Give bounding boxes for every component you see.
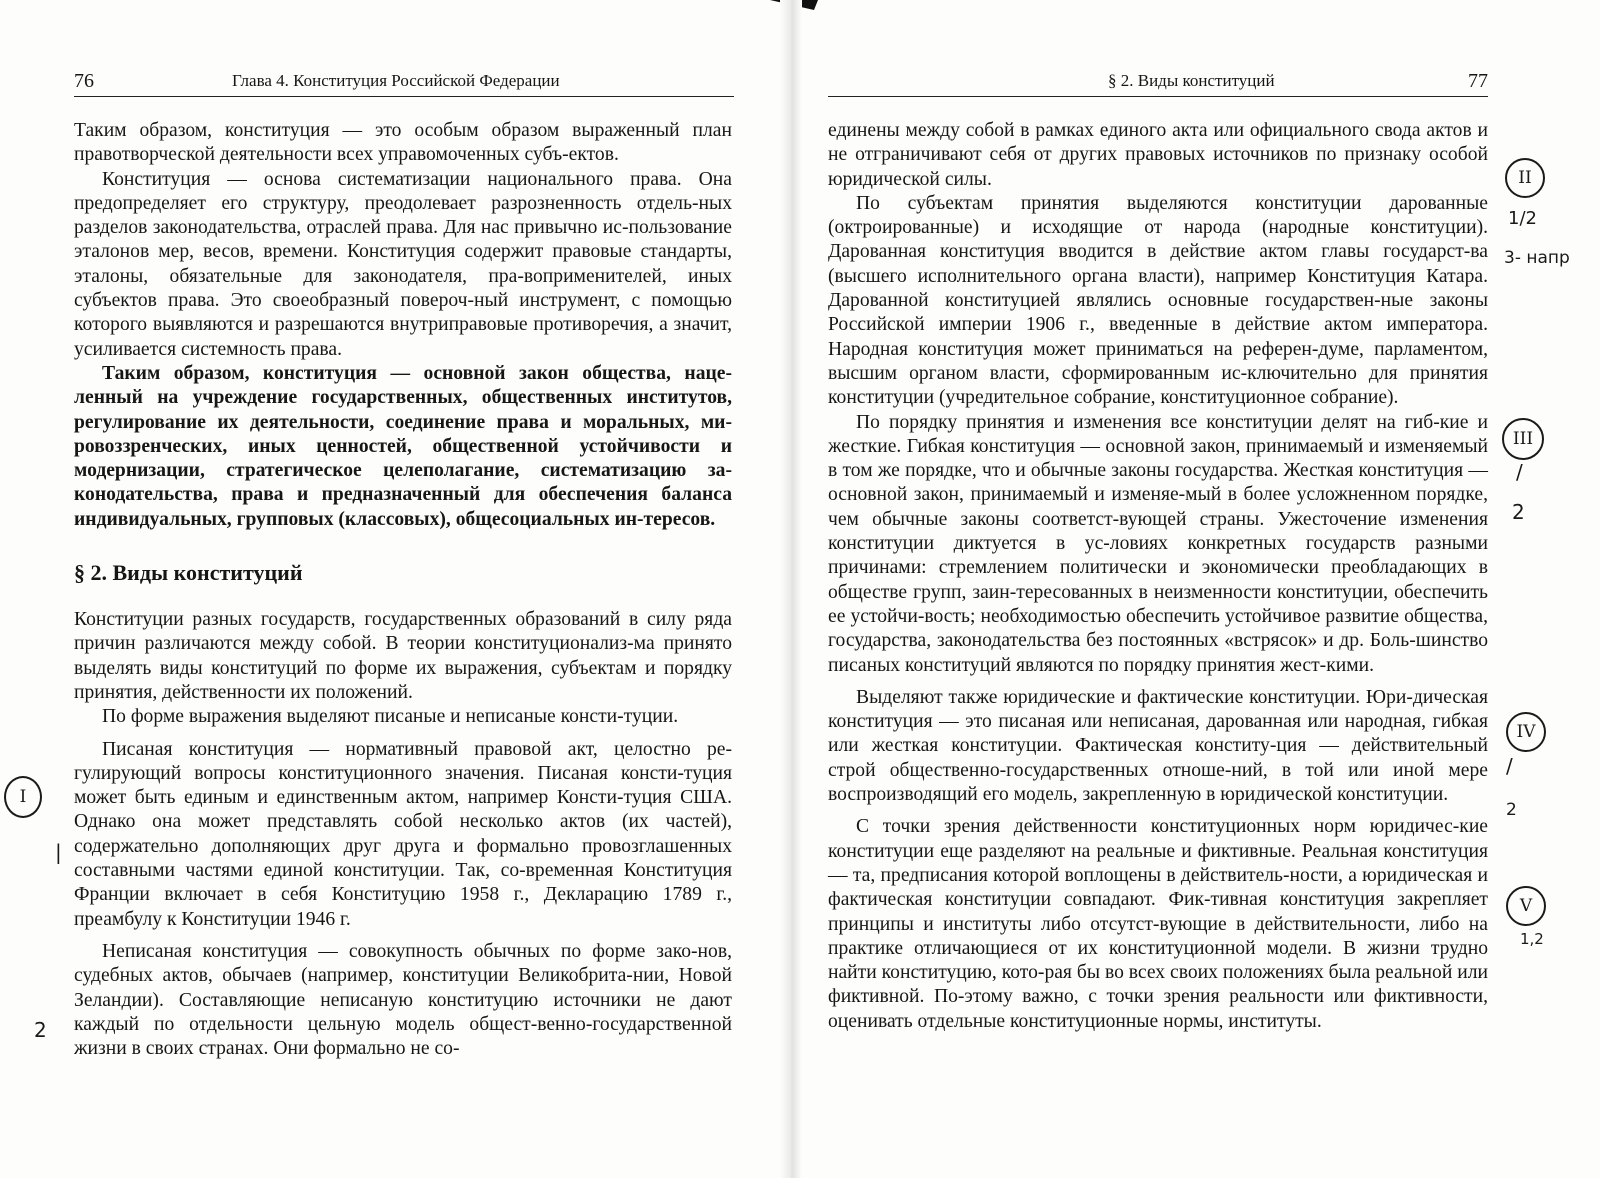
left-header-rule xyxy=(74,96,734,97)
paragraph: С точки зрения действенности конституционных норм юридичес-кие конституции еще разделяют на реальные и фиктивные. Реальная конституция — та, предписания которой воплощены в действитель-ности, а юридическая и фактическая конституции совпадают. Фик-тивная конституция закрепляет принципы и институты либо отсутст-вующие в действительности, либо на практике отличающиеся от их конституционной модели. В жизни трудно найти конституцию, кото-рая бы во всех своих положениях была реальной или фиктивной. По-этому важно, с точки зрения реальности или фиктивности, оценивать отдельные конституционные нормы, институты. xyxy=(828,816,1488,1032)
margin-mark: 3- напр xyxy=(1504,248,1570,268)
margin-mark: | xyxy=(55,840,62,864)
paragraph: По порядку принятия и изменения все конституции делят на гиб-кие и жесткие. Гибкая конституция — основной закон, принимаемый и изменяемый в том же порядке, что и обычные законы государства. Жесткая конституция — основной закон, принимаемый и изменяе-мый в более усложненном порядке, чем обычные законы соответст-вующей страны. Ужесточение изменения конституции диктуется в ус-ловиях конкретных государств разными причинами: стремлением политически и экономически преобладающих в обществе групп, заин-тересованных в неизменности конституции, обеспечить ее устойчи-вость; необходимостью обеспечить устойчивое развитие общества, государства, законодательства без постоянных «встрясок» и др. Боль-шинство писаных конституций являются по порядку принятия жест-кими. xyxy=(828,411,1488,676)
paragraph: По субъектам принятия выделяются конституции дарованные (октроированные) и исходящие от народа (народные конституции). Дарованная конституция вводится в действие актом главы государст-ва (высшего исполнительного органа власти), например Конституция Катара. Дарованной конституцией являлись основные государствен-ные законы Российской империи 1906 г., введенные в действие актом императора. Народная конституция может приниматься на референ-думе, парламентом, высшим органом власти, сформированным ис-ключительно для принятия конституции (учредительное собрание, конституционное собрание). xyxy=(828,192,1488,409)
margin-mark: / xyxy=(1506,754,1513,778)
left-running-head xyxy=(74,68,734,94)
right-page-number: 77 xyxy=(1468,70,1488,92)
section-running-title: § 2. Виды конституций xyxy=(1108,71,1275,90)
margin-mark: 2 xyxy=(34,1018,47,1042)
paragraph: Выделяют также юридические и фактические конституции. Юри-дическая конституция — это писаная или неписаная, дарованная или народная, гибкая или жесткая конституции. Фактическая конститу-ция — действительный строй общественно-государственных отноше-ний, в той или иной мере воспроизводящий его модель, закрепленную в юридической конституции. xyxy=(828,686,1488,806)
left-body-text xyxy=(74,119,732,1061)
margin-mark: 2 xyxy=(1512,500,1525,524)
paragraph-definition: Таким образом, конституция — основной закон общества, наце-ленный на учреждение государственных, общественных институтов, регулирование их деятельности, соединение права и моральных, ми-ровоззренческих, иных ценностей, общественной устойчивости и модернизации, стратегическое целеполагание, систематизацию за-конодательства, права и предназначенный для обеспечения баланса индивидуальных, групповых (классовых), общесоциальных ин-тересов. xyxy=(74,362,732,530)
paragraph: единены между собой в рамках единого акта или официального свода актов и не отграничивают себя от других правовых источников по признаку особой юридической силы. xyxy=(828,120,1488,190)
margin-mark: / xyxy=(1516,460,1523,484)
section-heading: § 2. Виды конституций xyxy=(74,560,303,586)
paragraph: По форме выражения выделяют писаные и неписаные консти-туции. xyxy=(102,706,679,728)
paragraph: Конституции разных государств, государственных образований в силу ряда причин различаются между собой. В теории конституционализ-ма принято выделять виды конституций по форме их выражения, субъектам и порядку принятия, действенности их положений. xyxy=(74,609,732,703)
right-running-head xyxy=(828,68,1488,94)
margin-mark: 1/2 xyxy=(1508,208,1537,229)
margin-mark: 1,2 xyxy=(1520,930,1544,948)
paragraph: Неписаная конституция — совокупность обычных по форме зако-нов, судебных актов, обычаев (например, конституции Великобрита-нии, Новой Зеландии). Составляющие неписаную конституцию источники не дают каждый по отдельности цельную модель общест-венно-государственной жизни в своих странах. Они формально не со- xyxy=(74,940,732,1060)
margin-circle-mark: III xyxy=(1502,418,1544,460)
paragraph: Таким образом, конституция — это особым образом выраженный план правотворческой деятельности всех управомоченных субъ-ектов. xyxy=(74,120,732,166)
left-page xyxy=(0,0,790,1178)
margin-circle-mark: I xyxy=(4,776,42,818)
chapter-title: Глава 4. Конституция Российской Федерации xyxy=(232,71,560,90)
right-body-text xyxy=(828,119,1488,1034)
paragraph: Конституция — основа систематизации национального права. Она предопределяет его структуру, преодолевает разрозненность отдель-ных разделов законодательства, отраслей права. Для нас привычно ис-пользование эталонов мер, весов, времени. Конституция содержит правовые стандарты, эталоны, обязательные для законодателя, пра-воприменителей, иных субъектов права. Это своеобразный повероч-ный инструмент, с помощью которого выявляются и разрешаются внутриправовые противоречия, а значит, усиливается системность права. xyxy=(74,168,732,360)
margin-circle-mark: IV xyxy=(1506,712,1546,752)
margin-mark: 2 xyxy=(1506,800,1517,820)
right-page xyxy=(790,0,1600,1178)
right-header-rule xyxy=(828,96,1488,97)
margin-circle-mark: V xyxy=(1506,886,1546,926)
margin-circle-mark: II xyxy=(1505,158,1545,198)
left-page-number: 76 xyxy=(74,70,94,92)
paragraph: Писаная конституция — нормативный правовой акт, целостно ре-гулирующий вопросы конституционного значения. Писаная консти-туция может быть единым и единственным актом, например Консти-туция США. Однако она может представлять собой несколько актов (их частей), содержательно дополняющих друг друга и формально провозглашенных составными частями единой конституции. Так, со-временная Конституция Франции включает в себя Конституцию 1958 г., Декларацию 1789 г., преамбулу к Конституции 1946 г. xyxy=(74,738,732,930)
